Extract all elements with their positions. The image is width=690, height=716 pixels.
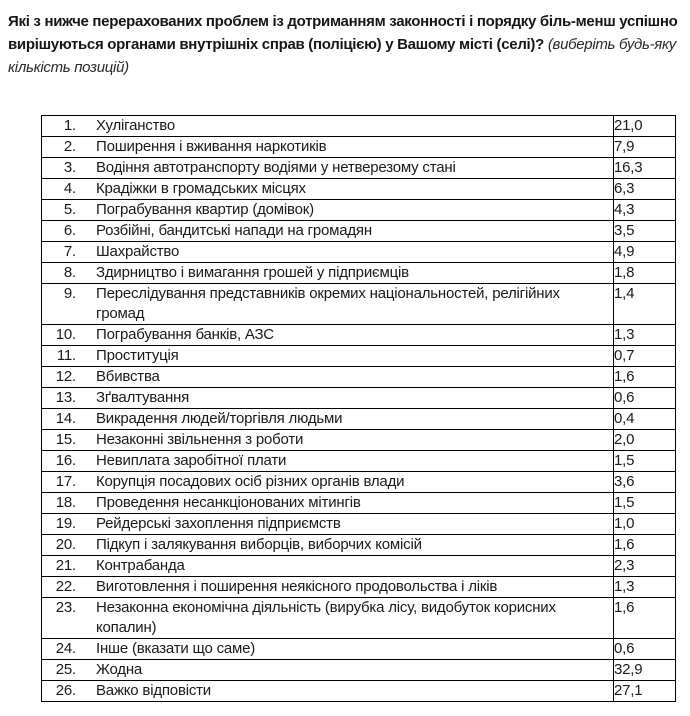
row-value: 4,9: [614, 242, 676, 263]
row-label: Переслідування представників окремих національностей, релігійних громад: [96, 285, 560, 322]
row-label: Розбійні, бандитські напади на громадян: [96, 222, 372, 239]
row-number: 24.: [55, 640, 76, 657]
row-value: 1,6: [614, 367, 676, 388]
row-value: 1,5: [614, 451, 676, 472]
row-value: 1,6: [614, 535, 676, 556]
row-label: Поширення і вживання наркотиків: [96, 138, 327, 155]
row-label: Пограбування квартир (домівок): [96, 201, 314, 218]
row-value: 3,5: [614, 221, 676, 242]
row-label: Здирництво і вимагання грошей у підприємців: [96, 264, 409, 281]
row-label-inner: [42, 200, 613, 220]
row-value: 1,0: [614, 514, 676, 535]
row-number: 6.: [63, 222, 76, 239]
row-label: Викрадення людей/торгівля людьми: [96, 410, 343, 427]
table-row: [42, 430, 676, 451]
table-row: [42, 409, 676, 430]
row-number: 20.: [55, 536, 76, 553]
row-label: Незаконна економічна діяльність (вирубка лісу, видобуток корисних копалин): [96, 599, 556, 636]
row-label-cell: [42, 556, 614, 577]
table-row: [42, 639, 676, 660]
row-label-inner: [42, 556, 613, 576]
table-row: [42, 472, 676, 493]
row-number: 17.: [55, 473, 76, 490]
row-label: Підкуп і залякування виборців, виборчих комісій: [96, 536, 422, 553]
row-label-inner: [42, 221, 613, 241]
row-value: 2,3: [614, 556, 676, 577]
table-row: [42, 346, 676, 367]
table-row: [42, 221, 676, 242]
row-value: 3,6: [614, 472, 676, 493]
table-row: [42, 367, 676, 388]
row-number: 25.: [55, 661, 76, 678]
row-label: Незаконні звільнення з роботи: [96, 431, 304, 448]
row-number: 19.: [55, 515, 76, 532]
row-label-inner: [42, 493, 613, 513]
row-label: Хуліганство: [96, 117, 176, 134]
row-label-inner: [42, 514, 613, 534]
table-row: [42, 598, 676, 639]
row-value: 1,8: [614, 263, 676, 284]
table-row: [42, 660, 676, 681]
table-row: [42, 179, 676, 200]
table-row: [42, 493, 676, 514]
row-number: 5.: [63, 201, 76, 218]
row-value: 1,3: [614, 577, 676, 598]
table-row: [42, 200, 676, 221]
row-label-cell: [42, 325, 614, 346]
row-label-cell: [42, 200, 614, 221]
row-label-inner: [42, 263, 613, 283]
row-label: Зґвалтування: [96, 389, 190, 406]
row-label-inner: [42, 639, 613, 659]
row-label-inner: [42, 598, 613, 638]
row-value: 7,9: [614, 137, 676, 158]
row-label: Проституція: [96, 347, 179, 364]
row-label-cell: [42, 367, 614, 388]
row-label-inner: [42, 660, 613, 680]
row-number: 9.: [63, 285, 76, 302]
row-label: Водіння автотранспорту водіями у нетверезому стані: [96, 159, 456, 176]
row-value: 4,3: [614, 200, 676, 221]
table-row: [42, 158, 676, 179]
row-number: 26.: [55, 682, 76, 699]
row-label-cell: [42, 116, 614, 137]
row-label-inner: [42, 346, 613, 366]
row-label-inner: [42, 681, 613, 701]
table-row: [42, 325, 676, 346]
row-number: 22.: [55, 578, 76, 595]
row-label: Важко відповісти: [96, 682, 211, 699]
row-label: Шахрайство: [96, 243, 180, 260]
row-label-cell: [42, 158, 614, 179]
row-label-inner: [42, 577, 613, 597]
row-label-cell: [42, 179, 614, 200]
results-table: [41, 115, 676, 702]
row-label-cell: [42, 660, 614, 681]
row-label-cell: [42, 430, 614, 451]
row-value: 32,9: [614, 660, 676, 681]
row-value: 0,6: [614, 388, 676, 409]
table-row: [42, 263, 676, 284]
table-row: [42, 388, 676, 409]
row-value: 16,3: [614, 158, 676, 179]
row-number: 10.: [55, 326, 76, 343]
row-value: 1,6: [614, 598, 676, 639]
row-label-inner: [42, 116, 613, 136]
table-row: [42, 514, 676, 535]
row-label: Контрабанда: [96, 557, 185, 574]
row-value: 6,3: [614, 179, 676, 200]
table-row: [42, 242, 676, 263]
row-label-cell: [42, 284, 614, 325]
row-number: 12.: [55, 368, 76, 385]
row-label-inner: [42, 325, 613, 345]
row-label-cell: [42, 346, 614, 367]
row-number: 23.: [55, 599, 76, 616]
row-number: 2.: [63, 138, 76, 155]
row-label-cell: [42, 598, 614, 639]
row-label: Рейдерські захоплення підприємств: [96, 515, 341, 532]
table-row: [42, 137, 676, 158]
row-number: 18.: [55, 494, 76, 511]
row-number: 15.: [55, 431, 76, 448]
row-label: Інше (вказати що саме): [96, 640, 256, 657]
row-value: 2,0: [614, 430, 676, 451]
row-value: 0,7: [614, 346, 676, 367]
row-label: Жодна: [96, 661, 143, 678]
row-label-cell: [42, 681, 614, 702]
results-table-body: [42, 116, 676, 702]
row-label-inner: [42, 137, 613, 157]
row-label-cell: [42, 639, 614, 660]
row-label-cell: [42, 514, 614, 535]
row-label-inner: [42, 242, 613, 262]
row-label-cell: [42, 472, 614, 493]
row-value: 0,4: [614, 409, 676, 430]
row-number: 14.: [55, 410, 76, 427]
row-label-cell: [42, 535, 614, 556]
row-value: 21,0: [614, 116, 676, 137]
row-number: 1.: [63, 117, 76, 134]
row-number: 8.: [63, 264, 76, 281]
row-label-cell: [42, 221, 614, 242]
table-row: [42, 116, 676, 137]
row-number: 11.: [56, 347, 76, 364]
row-label-cell: [42, 242, 614, 263]
table-row: [42, 535, 676, 556]
row-number: 4.: [63, 180, 76, 197]
row-label-inner: [42, 472, 613, 492]
row-label: Корупція посадових осіб різних органів влади: [96, 473, 405, 490]
row-label-cell: [42, 388, 614, 409]
row-label: Вбивства: [96, 368, 160, 385]
row-label: Виготовлення і поширення неякісного продовольства і ліків: [96, 578, 498, 595]
row-label-inner: [42, 284, 613, 324]
row-label-cell: [42, 451, 614, 472]
row-label: Невиплата заробітної плати: [96, 452, 287, 469]
row-label: Пограбування банків, АЗС: [96, 326, 274, 343]
row-number: 16.: [55, 452, 76, 469]
row-label-inner: [42, 179, 613, 199]
row-label-inner: [42, 430, 613, 450]
row-number: 7.: [63, 243, 76, 260]
row-label-inner: [42, 367, 613, 387]
row-label-inner: [42, 535, 613, 555]
table-row: [42, 284, 676, 325]
row-label-inner: [42, 388, 613, 408]
row-label-inner: [42, 409, 613, 429]
question-italic-note: (виберіть будь-яку кількість позицій): [8, 36, 676, 76]
row-label-cell: [42, 137, 614, 158]
row-value: 0,6: [614, 639, 676, 660]
row-label-cell: [42, 493, 614, 514]
table-row: [42, 451, 676, 472]
row-label-inner: [42, 451, 613, 471]
question-bold-text: Які з нижче перерахованих проблем із дотриманням законності і порядку біль-менш успішно вирішуються органами внутрішніх справ (поліцією) у Вашому місті (селі)?: [8, 13, 678, 53]
row-number: 21.: [55, 557, 76, 574]
question-text: [0, 0, 686, 79]
row-label-inner: [42, 158, 613, 178]
row-value: 27,1: [614, 681, 676, 702]
table-row: [42, 577, 676, 598]
table-row: [42, 681, 676, 702]
row-value: 1,4: [614, 284, 676, 325]
table-row: [42, 556, 676, 577]
row-label: Проведення несанкціонованих мітингів: [96, 494, 361, 511]
row-number: 3.: [63, 159, 76, 176]
row-label-cell: [42, 577, 614, 598]
row-number: 13.: [55, 389, 76, 406]
row-value: 1,3: [614, 325, 676, 346]
row-label-cell: [42, 409, 614, 430]
row-label-cell: [42, 263, 614, 284]
row-value: 1,5: [614, 493, 676, 514]
row-label: Крадіжки в громадських місцях: [96, 180, 306, 197]
